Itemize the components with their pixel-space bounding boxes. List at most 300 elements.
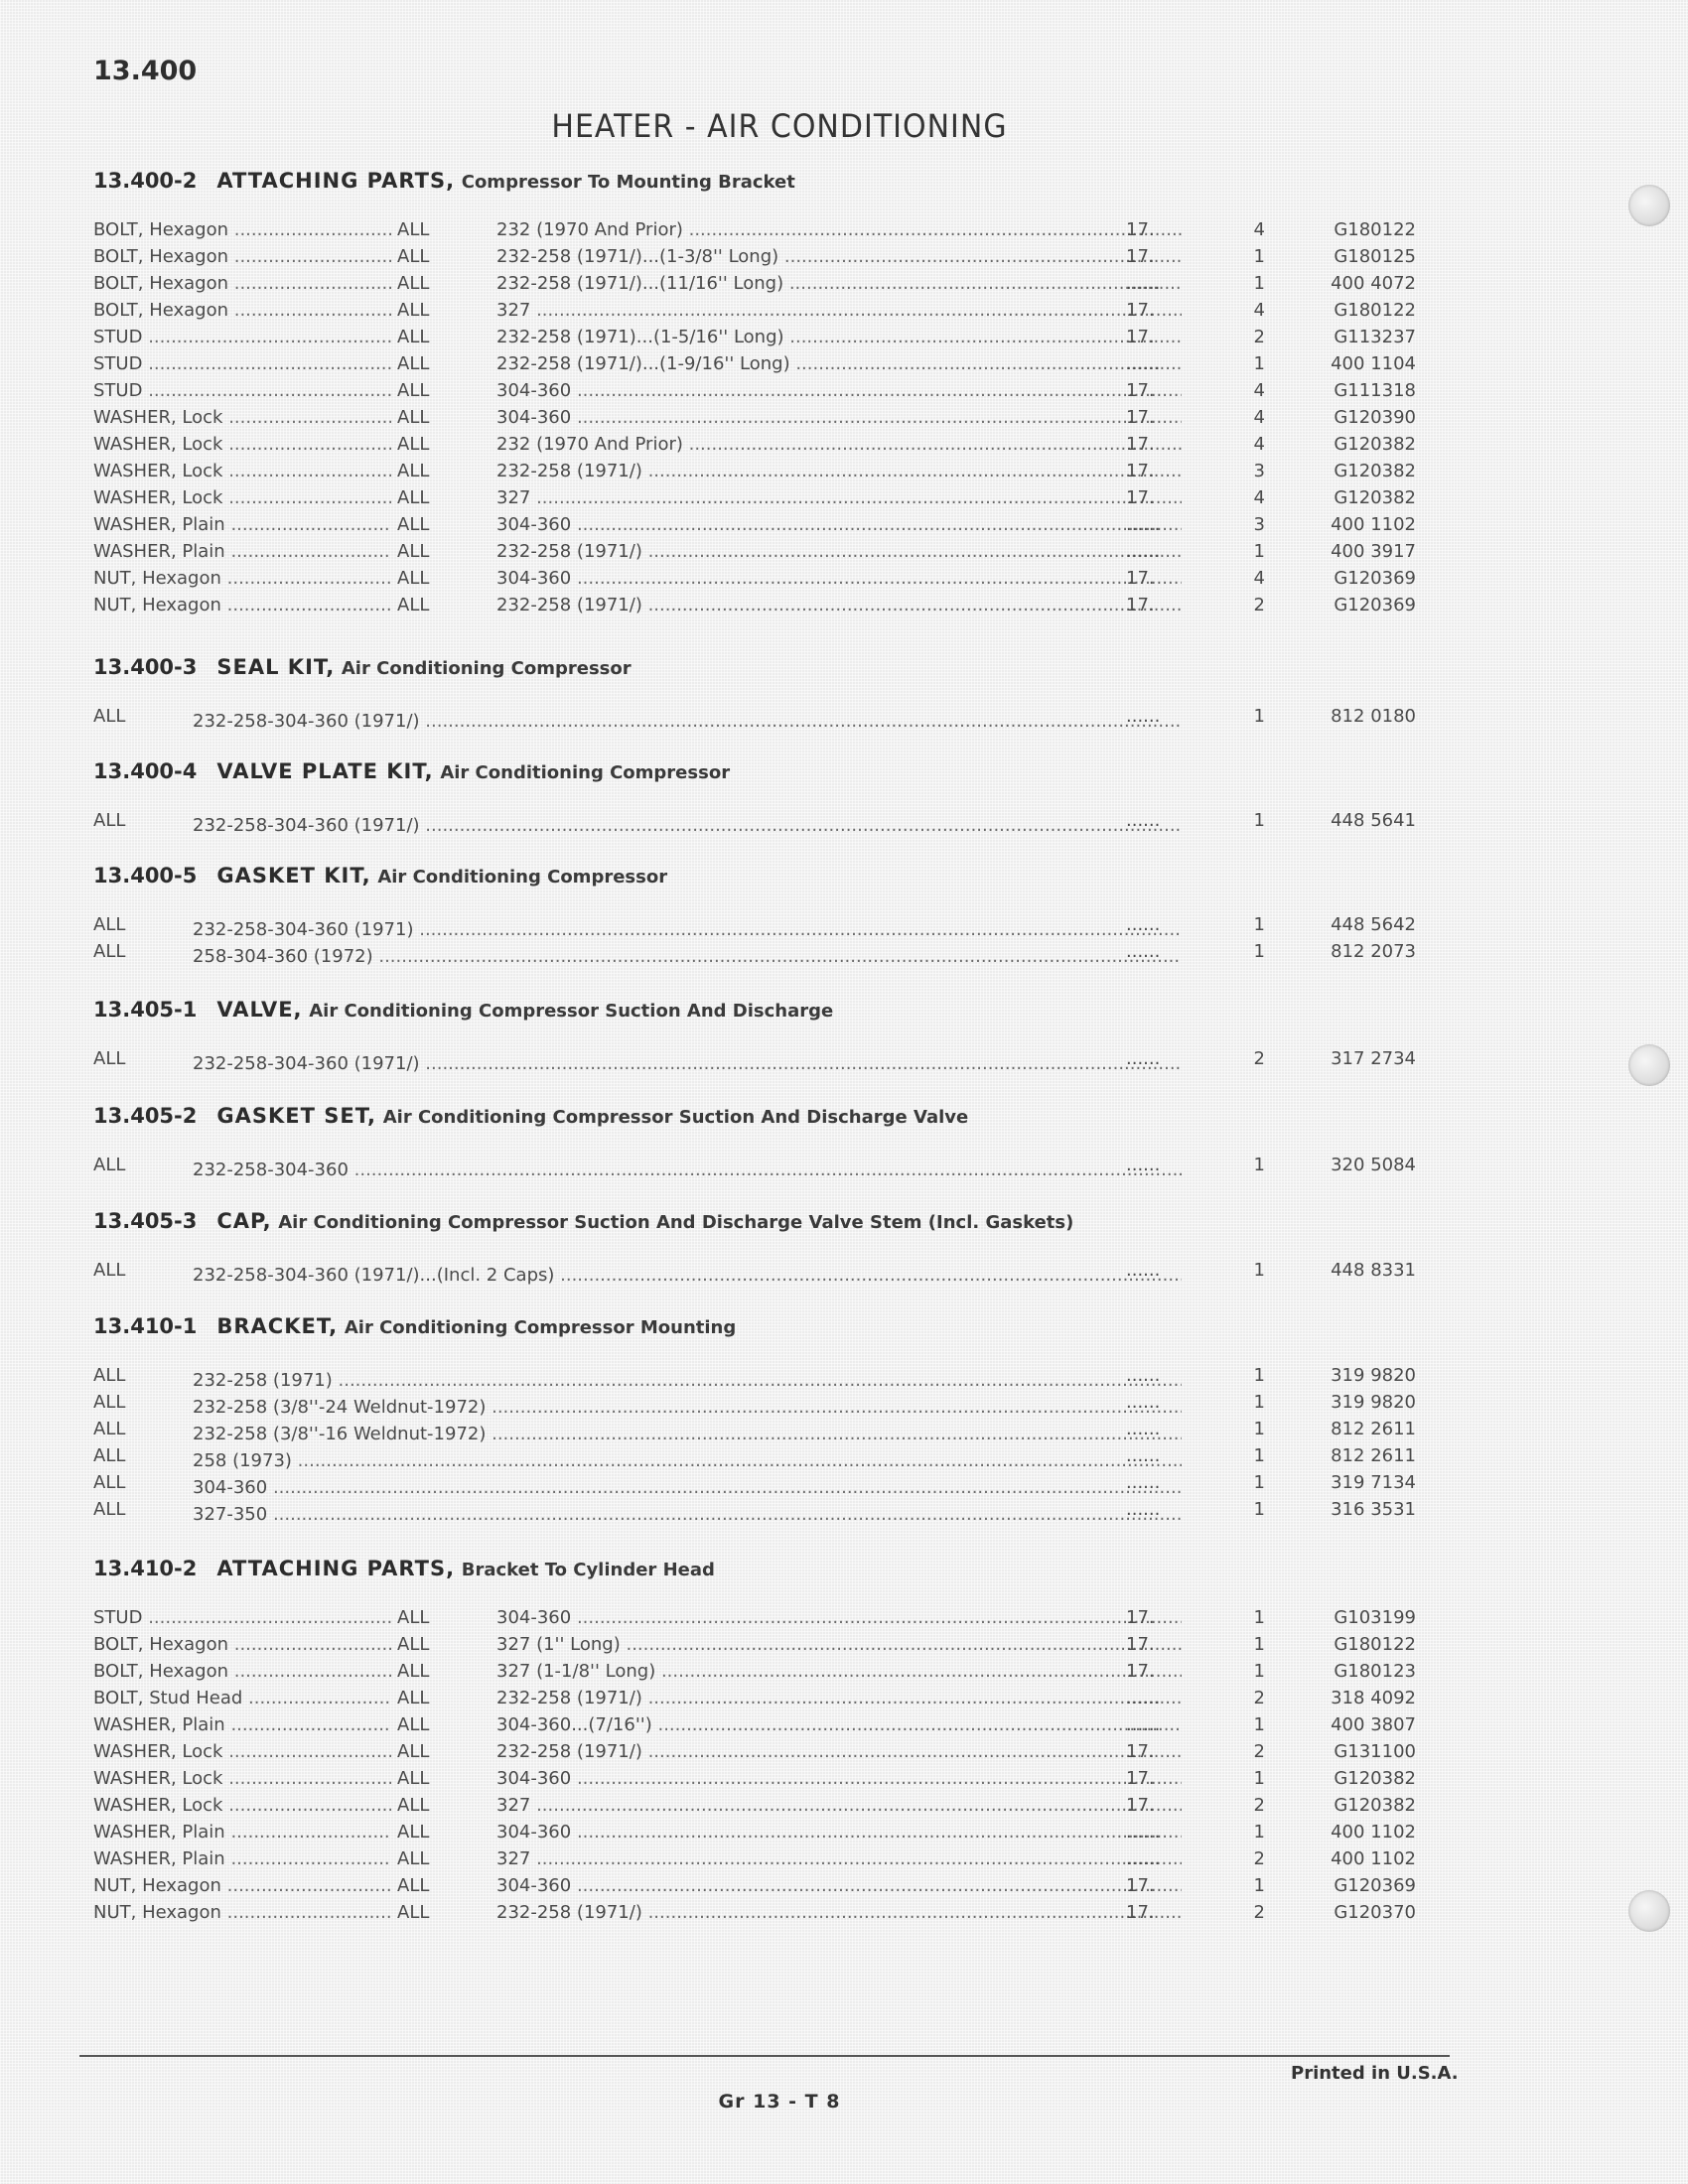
part-number — [1297, 300, 1416, 321]
table-row — [93, 568, 1533, 595]
group-number — [1126, 1607, 1196, 1628]
table-row — [93, 541, 1533, 568]
application — [397, 1634, 457, 1655]
application-text: ALL — [397, 1822, 430, 1843]
group-number — [1126, 1822, 1196, 1843]
part-number-text: 316 3531 — [1331, 1499, 1416, 1520]
part-name-text: WASHER, Lock ..... — [93, 1795, 391, 1816]
application — [397, 1741, 457, 1762]
group-number-text: ...... — [1126, 1155, 1161, 1175]
group-number — [1126, 1048, 1196, 1069]
model-years — [93, 1419, 1182, 1444]
part-name-text: STUD ..... — [93, 380, 391, 401]
model-years — [496, 1714, 1182, 1735]
part-number — [1297, 514, 1416, 535]
model-years-text: 232-258 (1971)...(1-5/16'' Long) ..... — [496, 327, 1182, 347]
part-number — [1297, 1048, 1416, 1069]
group-number — [1126, 1875, 1196, 1896]
model-years — [496, 1902, 1182, 1923]
part-number-text: 400 1102 — [1331, 1848, 1416, 1869]
table-row — [93, 1661, 1533, 1688]
part-number — [1297, 487, 1416, 508]
application — [397, 1607, 457, 1628]
part-number — [1297, 1634, 1416, 1655]
part-number-text: 400 3917 — [1331, 541, 1416, 562]
application — [397, 1714, 457, 1735]
quantity-text: 1 — [1253, 1365, 1265, 1386]
model-years-text: 327-350 ..... — [193, 1504, 1182, 1525]
group-number — [1126, 219, 1196, 240]
application — [397, 273, 457, 294]
parts-list — [93, 706, 1533, 733]
application — [397, 1661, 457, 1682]
application — [397, 1822, 457, 1843]
part-name — [93, 1661, 391, 1682]
part-number-text: G120382 — [1334, 1795, 1416, 1816]
parts-list — [93, 1155, 1533, 1181]
part-number — [1297, 1365, 1416, 1386]
application: ALL — [93, 1419, 126, 1439]
part-number — [1297, 1661, 1416, 1682]
part-name-text: WASHER, Plain ..... — [93, 1714, 391, 1735]
group-number-text: ...... — [1126, 810, 1161, 831]
part-name-text: BOLT, Hexagon ..... — [93, 246, 391, 267]
quantity-text: 4 — [1253, 300, 1265, 321]
application-text: ALL — [397, 246, 430, 267]
part-number-text: 812 2611 — [1331, 1419, 1416, 1439]
part-number — [1297, 1445, 1416, 1466]
quantity — [1245, 1848, 1265, 1869]
part-name — [93, 380, 391, 401]
section-number: 13.400-4 — [93, 759, 198, 783]
section-13-405-2 — [93, 1104, 1533, 1181]
group-number-text: ...... — [1126, 1392, 1161, 1413]
quantity — [1245, 595, 1265, 615]
application — [397, 1795, 457, 1816]
group-number — [1126, 273, 1196, 294]
table-row — [93, 353, 1533, 380]
part-name-text: WASHER, Plain ..... — [93, 541, 391, 562]
group-number — [1126, 300, 1196, 321]
model-years — [496, 568, 1182, 589]
group-number — [1126, 914, 1196, 935]
section-part-name: BRACKET, — [216, 1314, 339, 1338]
model-years — [496, 273, 1182, 294]
model-years-text: 232-258-304-360 (1971/) ..... — [193, 815, 1182, 836]
part-number-text: 320 5084 — [1331, 1155, 1416, 1175]
section-header — [93, 998, 1533, 1022]
quantity-text: 1 — [1253, 1392, 1265, 1413]
table-row — [93, 1634, 1533, 1661]
table-row — [93, 1048, 1533, 1075]
group-number — [1126, 1260, 1196, 1281]
group-number-text: ...... — [1126, 1848, 1161, 1869]
part-number-text: G180122 — [1334, 219, 1416, 240]
application-text: ALL — [397, 353, 430, 374]
part-name — [93, 434, 391, 455]
section-13-405-3 — [93, 1209, 1533, 1287]
part-name — [93, 487, 391, 508]
parts-list — [93, 1260, 1533, 1287]
part-name-text: BOLT, Hexagon ..... — [93, 1661, 391, 1682]
model-years — [496, 1688, 1182, 1708]
part-number-text: 400 1104 — [1331, 353, 1416, 374]
model-years — [93, 1365, 1182, 1391]
quantity-text: 4 — [1253, 487, 1265, 508]
part-name-text: BOLT, Hexagon ..... — [93, 1634, 391, 1655]
table-row — [93, 380, 1533, 407]
quantity — [1245, 914, 1265, 935]
model-years-text: 304-360 ..... — [496, 568, 1182, 589]
model-years-text: 232-258-304-360 ..... — [193, 1160, 1182, 1180]
application — [397, 1875, 457, 1896]
group-number-text: 17. — [1126, 300, 1155, 321]
group-number-text: ...... — [1126, 273, 1161, 294]
quantity-text: 1 — [1253, 1661, 1265, 1682]
parts-list — [93, 219, 1533, 621]
section-part-name: VALVE PLATE KIT, — [216, 759, 434, 783]
quantity-text: 1 — [1253, 1419, 1265, 1439]
part-number-text: G180122 — [1334, 1634, 1416, 1655]
part-number — [1297, 1392, 1416, 1413]
part-name — [93, 1634, 391, 1655]
part-number-text: 400 3807 — [1331, 1714, 1416, 1735]
part-name-text: BOLT, Hexagon ..... — [93, 219, 391, 240]
section-header — [93, 655, 1533, 679]
section-13-400-5 — [93, 864, 1533, 968]
quantity-text: 1 — [1253, 273, 1265, 294]
table-row — [93, 595, 1533, 621]
part-number — [1297, 380, 1416, 401]
quantity-text: 2 — [1253, 1902, 1265, 1923]
table-row — [93, 706, 1533, 733]
group-number — [1126, 380, 1196, 401]
section-header — [93, 1557, 1533, 1580]
model-years-text: 232-258-304-360 (1971) ..... — [193, 919, 1182, 940]
section-description: Air Conditioning Compressor Suction And Discharge Valve — [382, 1107, 969, 1128]
section-header — [93, 1209, 1533, 1233]
group-number-text: ...... — [1126, 1472, 1161, 1493]
part-name — [93, 1875, 391, 1896]
application — [397, 434, 457, 455]
quantity-text: 1 — [1253, 810, 1265, 831]
application-text: ALL — [397, 1714, 430, 1735]
application-text: ALL — [397, 407, 430, 428]
part-number-text: 812 2073 — [1331, 941, 1416, 962]
part-number — [1297, 810, 1416, 831]
application — [397, 246, 457, 267]
application: ALL — [93, 1392, 126, 1413]
table-row — [93, 1260, 1533, 1287]
application — [397, 1848, 457, 1869]
quantity-text: 4 — [1253, 407, 1265, 428]
model-years — [496, 461, 1182, 481]
part-number — [1297, 1155, 1416, 1175]
part-number — [1297, 1741, 1416, 1762]
application-text: ALL — [397, 327, 430, 347]
model-years — [93, 1260, 1182, 1286]
group-number-text: ...... — [1126, 1688, 1161, 1708]
part-number — [1297, 327, 1416, 347]
model-years — [93, 706, 1182, 732]
part-number — [1297, 1795, 1416, 1816]
model-years — [496, 1741, 1182, 1762]
model-years — [496, 1848, 1182, 1869]
group-number-text: 17. — [1126, 461, 1155, 481]
quantity — [1245, 1661, 1265, 1682]
model-years — [496, 487, 1182, 508]
model-years-text: 327 ..... — [496, 1795, 1182, 1816]
model-years-text: 232-258 (3/8''-16 Weldnut-1972) ..... — [193, 1424, 1182, 1444]
model-years-text: 232-258 (3/8''-24 Weldnut-1972) ..... — [193, 1397, 1182, 1418]
table-row — [93, 434, 1533, 461]
quantity — [1245, 514, 1265, 535]
group-number — [1126, 568, 1196, 589]
application — [397, 300, 457, 321]
group-number-text: ...... — [1126, 941, 1161, 962]
model-years — [93, 1499, 1182, 1525]
group-number — [1126, 595, 1196, 615]
application — [397, 407, 457, 428]
part-number-text: G131100 — [1334, 1741, 1416, 1762]
quantity — [1245, 1634, 1265, 1655]
quantity — [1245, 1445, 1265, 1466]
part-name-text: WASHER, Lock ..... — [93, 1741, 391, 1762]
application-text: ALL — [397, 1741, 430, 1762]
part-number — [1297, 407, 1416, 428]
part-name-text: NUT, Hexagon ..... — [93, 1902, 391, 1923]
group-number — [1126, 1768, 1196, 1789]
model-years — [93, 1048, 1182, 1074]
section-13-400-2 — [93, 169, 1533, 621]
section-part-name: VALVE, — [216, 998, 303, 1022]
part-name — [93, 1795, 391, 1816]
application — [397, 380, 457, 401]
part-name — [93, 1768, 391, 1789]
part-number — [1297, 541, 1416, 562]
application-text: ALL — [397, 595, 430, 615]
quantity-text: 1 — [1253, 1499, 1265, 1520]
part-name — [93, 219, 391, 240]
footer-page-code: Gr 13 - T 8 — [718, 2091, 841, 2113]
part-number-text: 400 1102 — [1331, 514, 1416, 535]
group-number-text: 17. — [1126, 1741, 1155, 1762]
part-number-text: 448 5642 — [1331, 914, 1416, 935]
section-description: Air Conditioning Compressor Suction And Discharge — [309, 1001, 834, 1022]
parts-list — [93, 1607, 1533, 1929]
quantity-text: 1 — [1253, 1822, 1265, 1843]
part-number — [1297, 1419, 1416, 1439]
group-number-text: ...... — [1126, 1260, 1161, 1281]
model-years — [496, 1634, 1182, 1655]
group-number — [1126, 1392, 1196, 1413]
section-13-410-1 — [93, 1314, 1533, 1526]
quantity-text: 4 — [1253, 219, 1265, 240]
part-number-text: G113237 — [1334, 327, 1416, 347]
table-row — [93, 246, 1533, 273]
section-header — [93, 169, 1533, 193]
group-number-text: 17. — [1126, 219, 1155, 240]
model-years-text: 304-360 ..... — [496, 514, 1182, 535]
model-years — [93, 810, 1182, 836]
quantity — [1245, 327, 1265, 347]
part-number-text: G120382 — [1334, 434, 1416, 455]
part-number-text: 812 2611 — [1331, 1445, 1416, 1466]
group-number-text: 17. — [1126, 1768, 1155, 1789]
table-row — [93, 1499, 1533, 1526]
part-name-text: WASHER, Plain ..... — [93, 1848, 391, 1869]
group-number — [1126, 1634, 1196, 1655]
part-name — [93, 300, 391, 321]
part-name-text: WASHER, Lock ..... — [93, 1768, 391, 1789]
part-number — [1297, 1714, 1416, 1735]
model-years-text: 304-360...(7/16'') ..... — [496, 1714, 1182, 1735]
application: ALL — [93, 1155, 126, 1175]
table-row — [93, 1822, 1533, 1848]
part-name — [93, 246, 391, 267]
section-part-name: ATTACHING PARTS, — [216, 1557, 456, 1580]
group-number — [1126, 487, 1196, 508]
model-years-text: 327 ..... — [496, 1848, 1182, 1869]
quantity-text: 1 — [1253, 353, 1265, 374]
table-row — [93, 810, 1533, 837]
part-number — [1297, 1822, 1416, 1843]
quantity-text: 2 — [1253, 595, 1265, 615]
model-years-text: 304-360 ..... — [496, 1768, 1182, 1789]
group-number-text: ...... — [1126, 914, 1161, 935]
quantity — [1245, 1768, 1265, 1789]
quantity — [1245, 1419, 1265, 1439]
model-years-text: 232 (1970 And Prior) ..... — [496, 434, 1182, 455]
parts-list — [93, 810, 1533, 837]
group-number-text: ...... — [1126, 541, 1161, 562]
section-description: Air Conditioning Compressor Mounting — [344, 1317, 737, 1338]
part-number-text: G180125 — [1334, 246, 1416, 267]
group-number-text: 17. — [1126, 407, 1155, 428]
quantity — [1245, 353, 1265, 374]
section-part-name: GASKET SET, — [216, 1104, 377, 1128]
group-number-text: 17. — [1126, 1902, 1155, 1923]
part-number-text: G111318 — [1334, 380, 1416, 401]
part-number-text: 812 0180 — [1331, 706, 1416, 727]
group-number — [1126, 1155, 1196, 1175]
part-number-text: G120390 — [1334, 407, 1416, 428]
part-number — [1297, 1688, 1416, 1708]
part-number-text: G103199 — [1334, 1607, 1416, 1628]
model-years — [496, 219, 1182, 240]
application — [397, 514, 457, 535]
table-row — [93, 219, 1533, 246]
quantity-text: 2 — [1253, 1848, 1265, 1869]
quantity — [1245, 1688, 1265, 1708]
model-years-text: 232-258 (1971/) ..... — [496, 541, 1182, 562]
model-years-text: 232-258 (1971/) ..... — [496, 461, 1182, 481]
section-header — [93, 1314, 1533, 1338]
quantity-text: 1 — [1253, 706, 1265, 727]
group-number-text: 17. — [1126, 1607, 1155, 1628]
application — [397, 1902, 457, 1923]
model-years-text: 232-258 (1971/) ..... — [496, 1688, 1182, 1708]
group-number-text: 17. — [1126, 1634, 1155, 1655]
application: ALL — [93, 810, 126, 831]
application — [397, 1768, 457, 1789]
model-years-text: 232-258 (1971/)...(1-3/8'' Long) ..... — [496, 246, 1182, 267]
model-years — [93, 1392, 1182, 1418]
section-number: 13.410-2 — [93, 1557, 198, 1580]
section-13-405-1 — [93, 998, 1533, 1075]
part-name-text: WASHER, Lock ..... — [93, 487, 391, 508]
model-years — [93, 1472, 1182, 1498]
model-years-text: 232-258 (1971/) ..... — [496, 1902, 1182, 1923]
model-years — [93, 941, 1182, 967]
quantity — [1245, 434, 1265, 455]
parts-list — [93, 1365, 1533, 1526]
part-number — [1297, 1499, 1416, 1520]
application-text: ALL — [397, 1688, 430, 1708]
part-number-text: 400 1102 — [1331, 1822, 1416, 1843]
binder-hole-top — [1628, 185, 1670, 226]
part-number — [1297, 914, 1416, 935]
quantity — [1245, 1607, 1265, 1628]
group-number — [1126, 246, 1196, 267]
model-years-text: 232-258-304-360 (1971/) ..... — [193, 711, 1182, 732]
quantity — [1245, 487, 1265, 508]
part-name — [93, 568, 391, 589]
application-text: ALL — [397, 300, 430, 321]
application-text: ALL — [397, 273, 430, 294]
group-number — [1126, 1419, 1196, 1439]
footer-divider — [79, 2055, 1450, 2057]
quantity — [1245, 1048, 1265, 1069]
part-number-text: 319 7134 — [1331, 1472, 1416, 1493]
part-number-text: G120382 — [1334, 1768, 1416, 1789]
application-text: ALL — [397, 434, 430, 455]
quantity-text: 4 — [1253, 434, 1265, 455]
table-row — [93, 1365, 1533, 1392]
quantity-text: 2 — [1253, 1048, 1265, 1069]
application — [397, 1688, 457, 1708]
application: ALL — [93, 1499, 126, 1520]
section-number: 13.400-5 — [93, 864, 198, 887]
application-text: ALL — [397, 1607, 430, 1628]
part-number — [1297, 246, 1416, 267]
section-number: 13.410-1 — [93, 1314, 198, 1338]
group-number-text: ...... — [1126, 1714, 1161, 1735]
application-text: ALL — [397, 461, 430, 481]
application — [397, 487, 457, 508]
quantity-text: 1 — [1253, 1607, 1265, 1628]
quantity-text: 2 — [1253, 1688, 1265, 1708]
application: ALL — [93, 1365, 126, 1386]
quantity-text: 1 — [1253, 1445, 1265, 1466]
part-number-text: G120369 — [1334, 595, 1416, 615]
quantity — [1245, 1902, 1265, 1923]
group-number-text: 17. — [1126, 1875, 1155, 1896]
table-row — [93, 407, 1533, 434]
part-name-text: WASHER, Lock ..... — [93, 407, 391, 428]
model-years — [93, 1445, 1182, 1471]
section-header — [93, 1104, 1533, 1128]
part-number-text: G120369 — [1334, 568, 1416, 589]
quantity — [1245, 1260, 1265, 1281]
application: ALL — [93, 1260, 126, 1281]
part-name-text: NUT, Hexagon ..... — [93, 1875, 391, 1896]
part-name — [93, 1714, 391, 1735]
application: ALL — [93, 941, 126, 962]
model-years — [496, 1661, 1182, 1682]
quantity — [1245, 1499, 1265, 1520]
part-name-text: WASHER, Lock ..... — [93, 461, 391, 481]
